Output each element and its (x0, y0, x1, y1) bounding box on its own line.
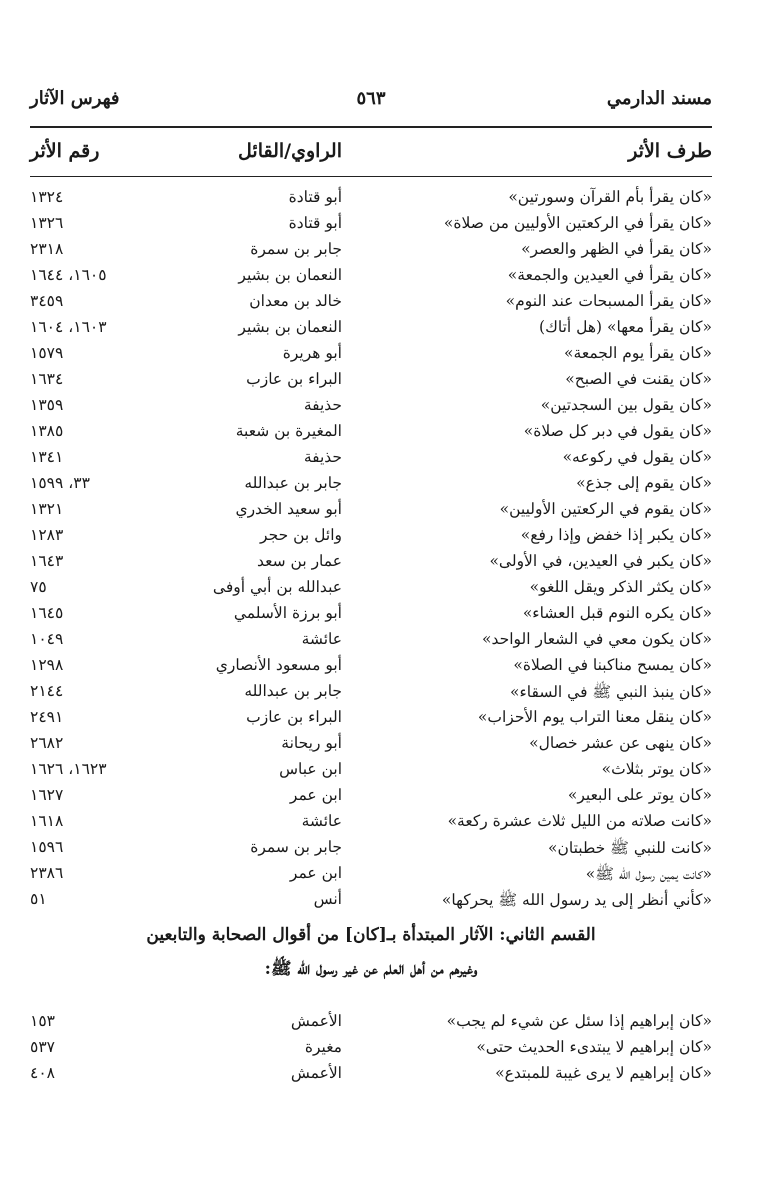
athar-text: «كان يكبر في العيدين، في الأولى» (489, 552, 712, 570)
athar-number: ١٣٨٥ (30, 422, 64, 440)
athar-text: «كان إبراهيم لا يبتدىء الحديث حتى» (476, 1038, 712, 1056)
narrator: جابر بن عبدالله (244, 682, 342, 700)
athar-number: ١٦٢٣، ١٦٢٦ (30, 760, 107, 778)
athar-text: «كان ينهى عن عشر خصال» (529, 734, 712, 752)
narrator: جابر بن سمرة (250, 240, 342, 258)
narrator: النعمان بن بشير (238, 266, 342, 284)
table-row (30, 318, 712, 344)
athar-text: «كان يقول في ركوعه» (562, 448, 712, 466)
athar-number: ١٢٨٣ (30, 526, 64, 544)
table-row (30, 812, 712, 838)
table-row (30, 266, 712, 292)
athar-text: «كان يكون معي في الشعار الواحد» (482, 630, 712, 648)
athar-text: «كان يقوم في الركعتين الأوليين» (499, 500, 712, 518)
narrator: المغيرة بن شعبة (235, 422, 342, 440)
athar-number: ١٣٤١ (30, 448, 64, 466)
athar-number: ٢٦٨٢ (30, 734, 64, 752)
narrator: أبو سعيد الخدري (235, 500, 342, 518)
athar-text: «كان يكبر إذا خفض وإذا رفع» (520, 526, 712, 544)
section-title: فهرس الآثار (30, 88, 120, 109)
table-row (30, 552, 712, 578)
narrator: خالد بن معدان (249, 292, 342, 310)
narrator: أبو ريحانة (281, 734, 342, 752)
athar-number: ١٣٢٤ (30, 188, 64, 206)
athar-text: «كان يكره النوم قبل العشاء» (522, 604, 712, 622)
running-header (30, 88, 712, 118)
narrator: الأعمش (290, 1012, 342, 1030)
page-number: ٥٦٣ (356, 88, 386, 109)
athar-number: ٢٣٨٦ (30, 864, 64, 882)
athar-number: ٢١٤٤ (30, 682, 64, 700)
athar-text: «كان يقرأ يوم الجمعة» (564, 344, 712, 362)
column-header-narrator: الراوي/القائل (238, 140, 342, 162)
athar-number: ٣٣، ١٥٩٩ (30, 474, 90, 492)
athar-text: «كان إبراهيم لا يرى غيبة للمبتدع» (495, 1064, 712, 1082)
narrator: الأعمش (290, 1064, 342, 1082)
athar-number: ١٦٠٥، ١٦٤٤ (30, 266, 107, 284)
column-header-text: طرف الأثر (628, 140, 712, 162)
table-row (30, 1012, 712, 1038)
table-row (30, 474, 712, 500)
athar-number: ١٣٥٩ (30, 396, 64, 414)
column-header-number: رقم الأثر (30, 140, 100, 162)
athar-text: «كان يقوم إلى جذع» (576, 474, 712, 492)
athar-text: «كانت يمين رسول الله ﷺ» (585, 865, 712, 883)
athar-text: «كان يوتر على البعير» (567, 786, 712, 804)
table-row (30, 734, 712, 760)
narrator: أبو قتادة (288, 188, 342, 206)
athar-text: «كان يوتر بثلاث» (601, 760, 712, 778)
part2-heading-line1: القسم الثاني: الآثار المبتدأة بـ[كان] من أقوال الصحابة والتابعين (146, 925, 596, 945)
table-row (30, 188, 712, 214)
athar-number: ٥٣٧ (30, 1038, 55, 1056)
athar-text: «كان إبراهيم إذا سئل عن شيء لم يجب» (446, 1012, 712, 1030)
table-row (30, 344, 712, 370)
athar-number: ٧٥ (30, 578, 47, 596)
narrator: أبو قتادة (288, 214, 342, 232)
table-row (30, 864, 712, 890)
athar-number: ١٦٤٥ (30, 604, 64, 622)
table-row (30, 370, 712, 396)
athar-number: ١٦٢٧ (30, 786, 64, 804)
athar-text: «كان يقرأ بأم القرآن وسورتين» (508, 188, 712, 206)
narrator: حذيفة (303, 396, 342, 414)
table-row (30, 630, 712, 656)
narrator: البراء بن عازب (246, 370, 342, 388)
table-row (30, 656, 712, 682)
athar-number: ٤٠٨ (30, 1064, 55, 1082)
athar-text: «كانت صلاته من الليل ثلاث عشرة ركعة» (447, 812, 712, 830)
narrator: حذيفة (303, 448, 342, 466)
athar-number: ١٦١٨ (30, 812, 64, 830)
narrator: وائل بن حجر (260, 526, 342, 544)
narrator: مغيرة (304, 1038, 342, 1056)
part1-list (30, 188, 712, 916)
narrator: أبو هريرة (282, 344, 342, 362)
athar-text: «كان ينبذ النبي ﷺ في السقاء» (510, 683, 712, 701)
athar-text: «كان يقرأ في الركعتين الأوليين من صلاة» (443, 214, 712, 232)
table-row (30, 786, 712, 812)
table-row (30, 500, 712, 526)
table-row (30, 448, 712, 474)
narrator: عمار بن سعد (257, 552, 342, 570)
athar-number: ١٣٢٦ (30, 214, 64, 232)
table-row (30, 1064, 712, 1090)
table-row (30, 240, 712, 266)
athar-number: ١٦٤٣ (30, 552, 64, 570)
narrator: ابن عمر (289, 864, 342, 882)
narrator: أبو مسعود الأنصاري (215, 656, 342, 674)
athar-number: ١٦٣٤ (30, 370, 64, 388)
athar-number: ١٦٠٣، ١٦٠٤ (30, 318, 107, 336)
narrator: أبو برزة الأسلمي (233, 604, 342, 622)
table-row (30, 422, 712, 448)
athar-number: ١٥٣ (30, 1012, 55, 1030)
part2-list (30, 1012, 712, 1090)
athar-text: «كان يقرأ في الظهر والعصر» (521, 240, 712, 258)
athar-text: «كان يمسح مناكبنا في الصلاة» (513, 656, 712, 674)
table-row (30, 396, 712, 422)
narrator: ابن عمر (289, 786, 342, 804)
athar-number: ٥١ (30, 890, 47, 908)
table-row (30, 682, 712, 708)
part2-heading-line2: وغيرهم من أهل العلم عن غير رسول الله ﷺ: (264, 959, 478, 979)
athar-number: ١٥٩٦ (30, 838, 64, 856)
part2-heading (30, 918, 712, 986)
column-header-rule (30, 176, 712, 177)
book-title: مسند الدارمي (606, 88, 712, 109)
athar-number: ٢٤٩١ (30, 708, 64, 726)
athar-number: ١٥٧٩ (30, 344, 64, 362)
column-headers (30, 140, 712, 174)
table-row (30, 838, 712, 864)
table-row (30, 604, 712, 630)
table-row (30, 1038, 712, 1064)
narrator: أنس (313, 890, 342, 908)
table-row (30, 214, 712, 240)
athar-text: «كان ينقل معنا التراب يوم الأحزاب» (477, 708, 712, 726)
narrator: عائشة (301, 812, 342, 830)
athar-text: «كان يقرأ معها» (هل أتاك) (539, 318, 712, 336)
athar-text: «كأني أنظر إلى يد رسول الله ﷺ يحركها» (441, 891, 712, 909)
athar-number: ١٣٢١ (30, 500, 64, 518)
table-row (30, 890, 712, 916)
table-row (30, 578, 712, 604)
narrator: عائشة (301, 630, 342, 648)
table-row (30, 760, 712, 786)
athar-text: «كانت للنبي ﷺ خطبتان» (548, 839, 712, 857)
athar-number: ١٢٩٨ (30, 656, 64, 674)
athar-text: «كان يقول بين السجدتين» (540, 396, 712, 414)
narrator: النعمان بن بشير (238, 318, 342, 336)
narrator: جابر بن عبدالله (244, 474, 342, 492)
athar-text: «كان يقول في دبر كل صلاة» (523, 422, 712, 440)
athar-text: «كان يقرأ في العيدين والجمعة» (507, 266, 712, 284)
table-row (30, 708, 712, 734)
athar-text: «كان يقنت في الصبح» (565, 370, 712, 388)
athar-text: «كان يكثر الذكر ويقل اللغو» (529, 578, 712, 596)
header-rule (30, 126, 712, 128)
narrator: البراء بن عازب (246, 708, 342, 726)
athar-text: «كان يقرأ المسبحات عند النوم» (505, 292, 712, 310)
athar-number: ٢٣١٨ (30, 240, 64, 258)
athar-number: ١٠٤٩ (30, 630, 64, 648)
narrator: عبدالله بن أبي أوفى (212, 578, 342, 596)
table-row (30, 292, 712, 318)
table-row (30, 526, 712, 552)
narrator: ابن عباس (279, 760, 342, 778)
athar-number: ٣٤٥٩ (30, 292, 64, 310)
narrator: جابر بن سمرة (250, 838, 342, 856)
